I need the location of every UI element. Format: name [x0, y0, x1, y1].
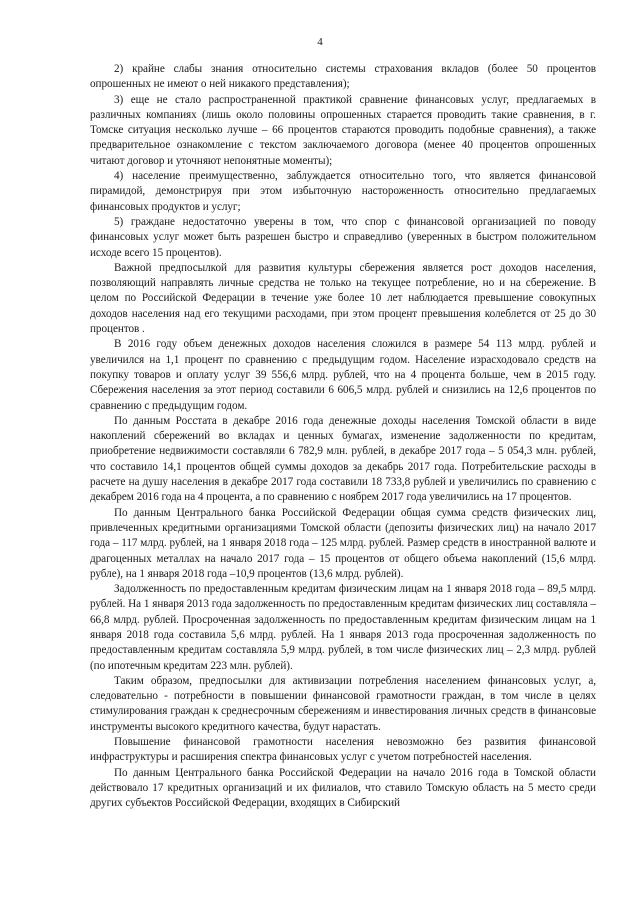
paragraph-loan-debt: Задолженность по предоставленным кредитам физическим лицам на 1 января 2018 года – 89,5 млрд. рублей. На 1 января 2013 года задолженность по предоставленным кредитам физических лиц составляла – 66,8 млрд. рублей. Просроченная задолженность по предоставленным кредитам физическим лицам на 1 января 2018 года составила 5,6 млрд. рублей. На 1 января 2013 года просроченная задолженность по предоставленным кредитам составляла 5,9 млрд. рублей, в том числе физических лиц – 2,3 млрд. рублей (по ипотечным кредитам 223 млн. рублей).	[90, 583, 596, 672]
paragraph-2016-income: В 2016 году объем денежных доходов населения сложился в размере 54 113 млрд. рублей и увеличился на 1,1 процент по сравнению с предыдущим годом. Население израсходовало средств на покупку товаров и оплату услуг 39 556,6 млрд. рублей, что на 4 процента больше, чем в 2015 году. Сбережения населения за этот период составили 6 606,5 млрд. рублей и снизились на 12,6 процентов по сравнению с предыдущим годом.	[90, 338, 596, 412]
paragraph-conclusion: Таким образом, предпосылки для активизации потребления населением финансовых услуг, а, следовательно - потребности в повышении финансовой грамотности граждан, в том числе в целях стимулирования граждан к среднесрочным сбережениям и инвестирования личных средств в финансовые инструменты высокого кредитного качества, будут нарастать.	[90, 674, 596, 733]
page-number: 4	[317, 36, 323, 48]
paragraph-rosstat-tomsk: По данным Росстата в декабре 2016 года денежные доходы населения Томской области в виде накоплений сбережений во вкладах и ценных бумагах, изменение задолженности по кредитам, приобретение недвижимости составляли 6 782,9 млн. рублей, в декабре 2017 года – 5 054,3 млн. рублей, что составило 14,1 процентов общей суммы доходов за декабрь 2017 года. Потребительские расходы в расчете на душу населения в декабре 2017 года составили 18 733,8 рублей и увеличились по сравнению с декабрем 2016 года на 4 процента, а по сравнению с ноябрем 2017 года увеличились на 17 процентов.	[90, 414, 596, 504]
paragraph-item-2: 2) крайне слабы знания относительно системы страхования вкладов (более 50 процентов опрошенных не имеют о ней никакого представления);	[90, 63, 596, 91]
paragraph-item-3: 3) еще не стало распространенной практикой сравнение финансовых услуг, предлагаемых в различных компаниях (лишь около половины опрошенных старается проводить такие сравнения, в г. Томске ситуация несколько лучше – 66 процентов стараются проводить подобные сравнения), а также предварительное ознакомление с текстом заключаемого договора (менее 40 процентов опрошенных читают договор и уточняют непонятные моменты);	[90, 93, 596, 167]
paragraph-credit-organizations: По данным Центрального банка Российской Федерации на начало 2016 года в Томской области действовало 17 кредитных организаций и их филиалов, что ставило Томскую область на 5 место среди других субъектов Российской Федерации, входящих в Сибирский	[90, 766, 596, 810]
paragraph-infrastructure: Повышение финансовой грамотности населения невозможно без развития финансовой инфраструктуры и расширения спектра финансовых услуг с учетом потребностей населения.	[90, 736, 596, 764]
body-text	[90, 62, 596, 812]
paragraph-item-5: 5) граждане недостаточно уверены в том, что спор с финансовой организацией по поводу финансовых услуг может быть разрешен быстро и справедливо (уверенных в быстром положительном исходе всего 15 процентов).	[90, 215, 596, 259]
paragraph-item-4: 4) население преимущественно, заблуждается относительно того, что является финансовой пирамидой, демонстрируя при этом избыточную настороженность относительно предлагаемых финансовых продуктов и услуг;	[90, 170, 596, 213]
paragraph-savings-culture: Важной предпосылкой для развития культуры сбережения является рост доходов населения, позволяющий направлять личные средства не только на текущее потребление, но и на сбережение. В целом по Российской Федерации в течение уже более 10 лет наблюдается превышение совокупных доходов населения над его текущими расходами, при этом процент превышения колеблется от 25 до 30 процентов .	[90, 261, 596, 336]
paragraph-cbr-deposits: По данным Центрального банка Российской Федерации общая сумма средств физических лиц, привлеченных кредитными организациями Томской области (депозиты физических лиц) на начало 2017 года – 117 млрд. рублей, на 1 января 2018 года – 125 млрд. рублей. Размер средств в иностранной валюте и драгоценных металлах на начало 2017 года – 15 процентов от общего объема накоплений (15,6 млрд. рубле), на 1 января 2018 года –10,9 процентов (13,6 млрд. рублей).	[90, 506, 596, 580]
